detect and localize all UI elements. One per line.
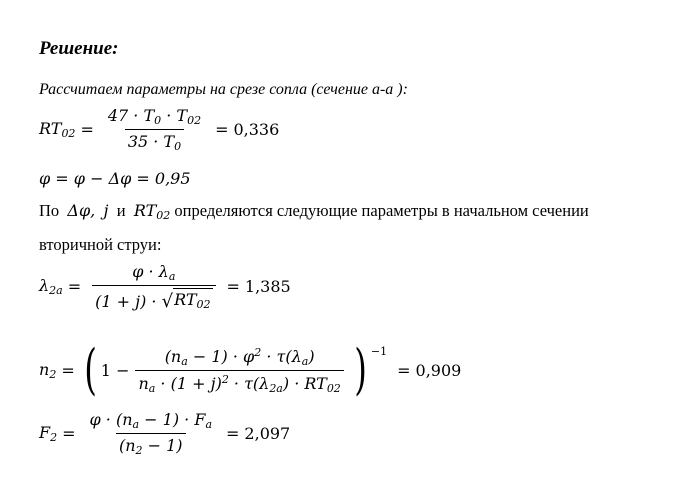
eq5-result: 2,097: [244, 424, 291, 443]
equation-rt02: $RT_{02}$ = $\frac{47 \cdot T_0 \cdot T_{02}}{35 \cdot T_0}$ = 0,336: [39, 106, 280, 153]
paragraph-line1: По Δφ, j и $RT_{02}$ определяются следующие параметры в начальном сечении: [39, 201, 589, 222]
eq4-exponent: −1: [370, 345, 388, 358]
eq1-equals: =: [80, 120, 94, 139]
intro-text: Рассчитаем параметры на срезе сопла (сечение а-а ):: [39, 81, 408, 98]
eq1-denominator: $35 \cdot T_0$: [125, 129, 184, 153]
eq4-numerator: $(n_a - 1) \cdot \varphi^2 \cdot \tau(\lambda_a)$: [164, 345, 315, 368]
equation-n2: $n_2$ = ( 1 − $\frac{(n_a - 1) \cdot \varphi^2 \cdot \tau(\lambda_a)}{n_a \cdot (1 + j)^2 \cdot \tau(\lambda_{2a}) \cdot RT_{02}}$ ) −1 = 0,909: [39, 338, 462, 401]
eq5-fraction: [87, 410, 216, 457]
eq4-fraction: [135, 346, 343, 395]
right-paren: ): [354, 338, 367, 401]
left-paren: (: [83, 338, 97, 401]
eq4-denominator: $n_a \cdot (1 + j)^2 \cdot \tau(\lambda_{2a}) \cdot RT_{02}$: [135, 370, 343, 395]
eq3-denominator: (1 + j) · √ $RT_{02}$: [92, 285, 215, 311]
eq1-lhs: $RT_{02}$: [39, 119, 76, 140]
eq3-numerator: $\varphi \cdot \lambda_a$: [132, 262, 176, 283]
sqrt-symbol: √ $RT_{02}$: [161, 290, 211, 312]
eq5-numerator: $\varphi \cdot (n_a - 1) \cdot F_a$: [89, 410, 213, 431]
eq5-lhs: $F_2$: [39, 423, 58, 444]
eq1-numerator: $47 \cdot T_0 \cdot T_{02}$: [107, 106, 202, 127]
eq3-fraction: [92, 262, 215, 311]
solution-heading: Решение:: [39, 38, 119, 59]
equation-phi: φ = φ − Δφ = 0,95: [39, 169, 191, 188]
equation-lambda2a: $\lambda_{2a}$ = $\varphi \cdot \lambda_a$ (1 + j) · √ $RT_{02}$ = 1,385: [39, 262, 291, 312]
eq1-result: 0,336: [233, 120, 280, 139]
paragraph-line2: вторичной струи:: [39, 235, 162, 254]
eq3-lhs: $\lambda_{2a}$: [39, 276, 63, 297]
eq4-result: 0,909: [415, 360, 462, 380]
eq1-fraction: [105, 106, 204, 153]
eq3-result: 1,385: [244, 277, 291, 296]
eq4-lhs: $n_2$: [39, 359, 57, 381]
eq5-denominator: $(n_2 - 1)$: [116, 433, 186, 457]
equation-f2: $F_2$ = $\frac{\varphi \cdot (n_a - 1) \cdot F_a}{(n_2 - 1)}$ = 2,097: [39, 410, 291, 457]
